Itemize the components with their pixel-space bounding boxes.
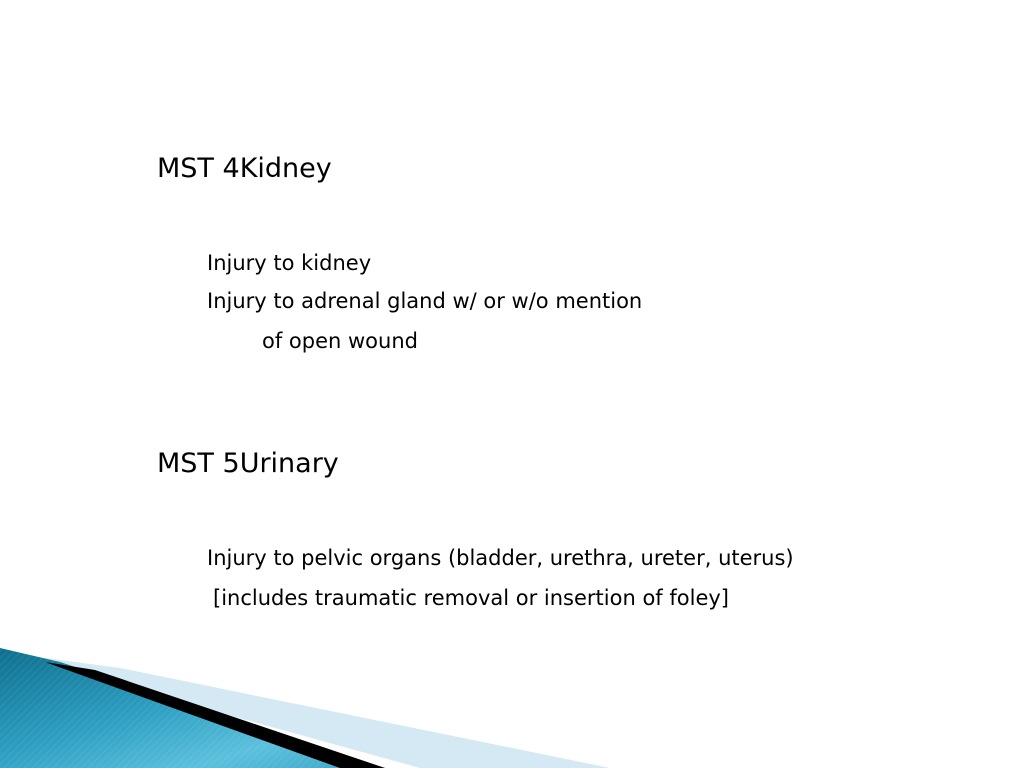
section-heading-kidney: MST 4Kidney xyxy=(157,153,332,184)
kidney-line-3: of open wound xyxy=(262,329,418,353)
kidney-line-2: Injury to adrenal gland w/ or w/o mention xyxy=(207,289,643,313)
urinary-line-2: [includes traumatic removal or insertion of foley] xyxy=(213,586,729,610)
section-heading-urinary: MST 5Urinary xyxy=(157,448,339,479)
kidney-line-1: Injury to kidney xyxy=(207,251,372,275)
urinary-line-1: Injury to pelvic organs (bladder, urethra, ureter, uterus) xyxy=(207,546,794,570)
